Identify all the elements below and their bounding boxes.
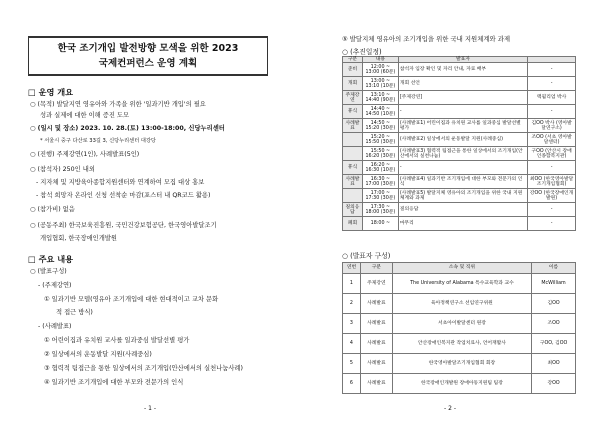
schedule-group-cell (343, 189, 363, 203)
speaker-name-cell: 조OO (532, 314, 576, 334)
schedule-content-cell: - (398, 161, 527, 175)
schedule-presenter-cell: - (528, 77, 576, 91)
schedule-content-cell: (사례발표2) 일상에서의 운동발달 지원(사례중심) (398, 133, 527, 147)
schedule-time-cell: 17:30 ~ 18:00 (30분) (362, 203, 398, 217)
schedule-header-cell: 내용 (362, 57, 398, 63)
content-line: ② 일상에서의 운동발달 지원(사례중심) (44, 351, 152, 358)
schedule-presenter-cell: - (528, 161, 576, 175)
speakers-subtitle: ○ (발표자 구성) (342, 252, 391, 260)
speaker-type-cell: 주제강연 (360, 274, 392, 294)
overview-line: ○ (진행) 주제강연(1인), 사례발표(5인) (30, 151, 140, 158)
speaker-affiliation-cell: 육아정책연구소 선임연구위원 (392, 294, 531, 314)
speaker-row (343, 374, 576, 394)
schedule-subtitle: ○ (추진일정) (342, 48, 382, 56)
speaker-name-cell: 최OO (532, 354, 576, 374)
schedule-presenter-cell: 조OO (서초 영아발달센터) (528, 133, 576, 147)
schedule-row (343, 175, 576, 189)
schedule-group-cell: 사례발표 (343, 175, 363, 189)
speaker-affiliation-cell: The University of Alabama 특수교육학과 교수 (392, 274, 531, 294)
right-page-header: ⑤ 발달지체 영유아의 조기개입을 위한 국내 지원체계와 과제 (342, 35, 511, 43)
schedule-row (343, 119, 576, 133)
content-line: ① 어린이집과 유치원 교사를 일과중심 발달선별 평가 (44, 337, 190, 344)
overview-line: * 서울시 중구 다산로 33길 3, 신당누리센터 대강당 (40, 138, 156, 144)
schedule-time-cell: 13:10 ~ 14:40 (90분) (362, 91, 398, 105)
content-line: 적 접근 방식) (56, 309, 93, 316)
speakers-header-row (343, 263, 576, 274)
schedule-group-cell: 주제강연 (343, 91, 363, 105)
schedule-time-cell: 17:00 ~ 17:30 (30분) (362, 189, 398, 203)
page-number: - 1 - (144, 405, 156, 412)
schedule-group-cell: 개회 (343, 77, 363, 91)
overview-line: - 지자체 및 지방육아종합지원센터와 연계하여 모집 대상 홍보 (36, 179, 205, 186)
schedule-time-cell: 15:20 ~ 15:50 (30분) (362, 133, 398, 147)
schedule-content-cell: 개회 선언 (398, 77, 527, 91)
section-overview-heading: □ 운영 개요 (28, 87, 74, 97)
speakers-table (342, 262, 576, 394)
schedule-content-cell: 질의응답 (398, 203, 527, 217)
speaker-row (343, 334, 576, 354)
speaker-number-cell: 1 (343, 274, 361, 294)
schedule-time-cell: 13:00 ~ 13:10 (10분) (362, 77, 398, 91)
schedule-presenter-cell: 김OO 박사 (영아발달연구소) (528, 119, 576, 133)
speaker-number-cell: 6 (343, 374, 361, 394)
schedule-row (343, 203, 576, 217)
schedule-header-cell: 발표자 (398, 57, 527, 63)
schedule-content-cell: (사례발표3) 협력적 팀접근을 통한 일상에서의 조기개입(안산에서의 실천나눔) (398, 147, 527, 161)
overview-line: ○ (목적) 발달지연 영유아와 가족을 위한 '일과기반 개입'의 필요 (30, 101, 206, 108)
schedule-time-cell: 16:30 ~ 17:00 (30분) (362, 175, 398, 189)
overview-line: ○ (공동주최) 한국보육진흥원, 국민건강보험공단, 한국영아발달조기 (30, 222, 217, 229)
speaker-name-cell: 강OO (532, 374, 576, 394)
speaker-row (343, 274, 576, 294)
schedule-content-cell: (사례발표4) 일과기반 조기개입에 대한 부모와 전문가의 인식 (398, 175, 527, 189)
overview-line: 개입협회, 한국장애인개발원 (40, 235, 117, 242)
page-number: - 2 - (444, 405, 456, 412)
schedule-content-cell: (사례발표1) 어린이집과 유치원 교사를 일과중심 발달선별 평가 (398, 119, 527, 133)
schedule-content-cell: [주제강연] (398, 91, 527, 105)
schedule-presenter-cell: 구OO (안산시 장애인종합복지관) (528, 147, 576, 161)
schedule-time-cell: 16:20 ~ 16:30 (10분) (362, 161, 398, 175)
schedule-time-cell: 18:00 ~ (362, 217, 398, 231)
speaker-number-cell: 3 (343, 314, 361, 334)
speaker-type-cell: 사례발표 (360, 354, 392, 374)
overview-line: - 참석 희망자 온라인 신청 선착순 마감(포스터 내 QR코드 활용) (36, 192, 211, 199)
speaker-affiliation-cell: 한국장애인개발원 장애아동지원팀 팀장 (392, 374, 531, 394)
overview-line: ○ (참가비) 없음 (30, 206, 75, 213)
speaker-number-cell: 2 (343, 294, 361, 314)
content-line: - (주제강연) (38, 282, 72, 289)
title-line-2: 국제컨퍼런스 운영 계획 (98, 58, 198, 69)
speaker-name-cell: McWilliam (532, 274, 576, 294)
speakers-header-cell: 구분 (360, 263, 392, 274)
speaker-row (343, 314, 576, 334)
schedule-group-cell (343, 133, 363, 147)
schedule-time-cell: 14:50 ~ 15:20 (30분) (362, 119, 398, 133)
schedule-table (342, 56, 576, 231)
section-content-heading: □ 주요 내용 (28, 254, 74, 264)
schedule-row (343, 161, 576, 175)
schedule-presenter-cell: 강OO (한국장애인개발원) (528, 189, 576, 203)
content-line: ③ 협력적 팀접근을 통한 일상에서의 조기개입(안산에서의 실천나눔사례) (44, 365, 243, 372)
speaker-type-cell: 사례발표 (360, 294, 392, 314)
schedule-presenter-cell: - (528, 105, 576, 119)
speaker-number-cell: 4 (343, 334, 361, 354)
schedule-row (343, 77, 576, 91)
speakers-header-cell: 연번 (343, 263, 361, 274)
schedule-group-cell: 사례발표 (343, 119, 363, 133)
schedule-time-cell: 12:00 ~ 13:00 (60분) (362, 63, 398, 77)
speaker-row (343, 294, 576, 314)
schedule-content-cell: 참석자 입장 확인 및 자리 안내, 자료 배부 (398, 63, 527, 77)
schedule-content-cell: (사례발표5) 발달지체 영유아의 조기개입을 위한 국내 지원체계와 과제 (398, 189, 527, 203)
schedule-content-cell: - (398, 105, 527, 119)
speaker-type-cell: 사례발표 (360, 314, 392, 334)
overview-line: 성과 실제에 대한 이해 증진 도모 (40, 112, 130, 119)
schedule-time-cell: 14:40 ~ 14:50 (10분) (362, 105, 398, 119)
speaker-number-cell: 5 (343, 354, 361, 374)
speaker-affiliation-cell: 안산장애인복지관 작업치료사, 언어재활사 (392, 334, 531, 354)
speaker-affiliation-cell: 한국영아발달조기개입협회 회장 (392, 354, 531, 374)
content-line: ○ (발표구성) (30, 268, 67, 275)
content-line: - (사례발표) (38, 323, 72, 330)
schedule-row (343, 105, 576, 119)
speaker-name-cell: 김OO (532, 294, 576, 314)
schedule-group-cell (343, 147, 363, 161)
content-line: ④ 일과기반 조기개입에 대한 부모와 전문가의 인식 (44, 379, 184, 386)
schedule-presenter-cell: - (528, 217, 576, 231)
schedule-presenter-cell: 최OO (한국영아발달조기개입협회) (528, 175, 576, 189)
document-title-box (28, 36, 268, 76)
schedule-presenter-cell: - (528, 203, 576, 217)
schedule-row (343, 63, 576, 77)
content-line: ① 일과기반 모델(영유아 조기개입에 대한 현대적이고 교차 문화 (44, 296, 219, 303)
speaker-type-cell: 사례발표 (360, 374, 392, 394)
speaker-type-cell: 사례발표 (360, 334, 392, 354)
schedule-header-cell: 구분 (343, 57, 363, 63)
schedule-row (343, 91, 576, 105)
schedule-group-cell: 휴식 (343, 105, 363, 119)
overview-line: ○ (일시 및 장소) 2023. 10. 28.(토) 13:00-18:00, 신당누리센터 (30, 125, 225, 132)
schedule-row (343, 133, 576, 147)
speaker-row (343, 354, 576, 374)
schedule-row (343, 217, 576, 231)
speakers-header-cell: 이름 (532, 263, 576, 274)
speaker-affiliation-cell: 서초아이발달센터 원장 (392, 314, 531, 334)
schedule-time-cell: 15:50 ~ 16:20 (30분) (362, 147, 398, 161)
schedule-presenter-cell: 맥윌리엄 박사 (528, 91, 576, 105)
schedule-group-cell: 휴식 (343, 161, 363, 175)
schedule-content-cell: 마무리 (398, 217, 527, 231)
schedule-row (343, 147, 576, 161)
schedule-group-cell: 폐회 (343, 217, 363, 231)
overview-line: ○ (참석자) 250인 내외 (30, 166, 95, 173)
page-2 (300, 0, 600, 424)
schedule-row (343, 189, 576, 203)
schedule-group-cell: 준비 (343, 63, 363, 77)
speakers-header-cell: 소속 및 직위 (392, 263, 531, 274)
schedule-presenter-cell: - (528, 63, 576, 77)
speaker-name-cell: 구OO, 김OO (532, 334, 576, 354)
title-line-1: 한국 조기개입 발전방향 모색을 위한 2023 (57, 43, 239, 54)
schedule-group-cell: 질의응답 (343, 203, 363, 217)
